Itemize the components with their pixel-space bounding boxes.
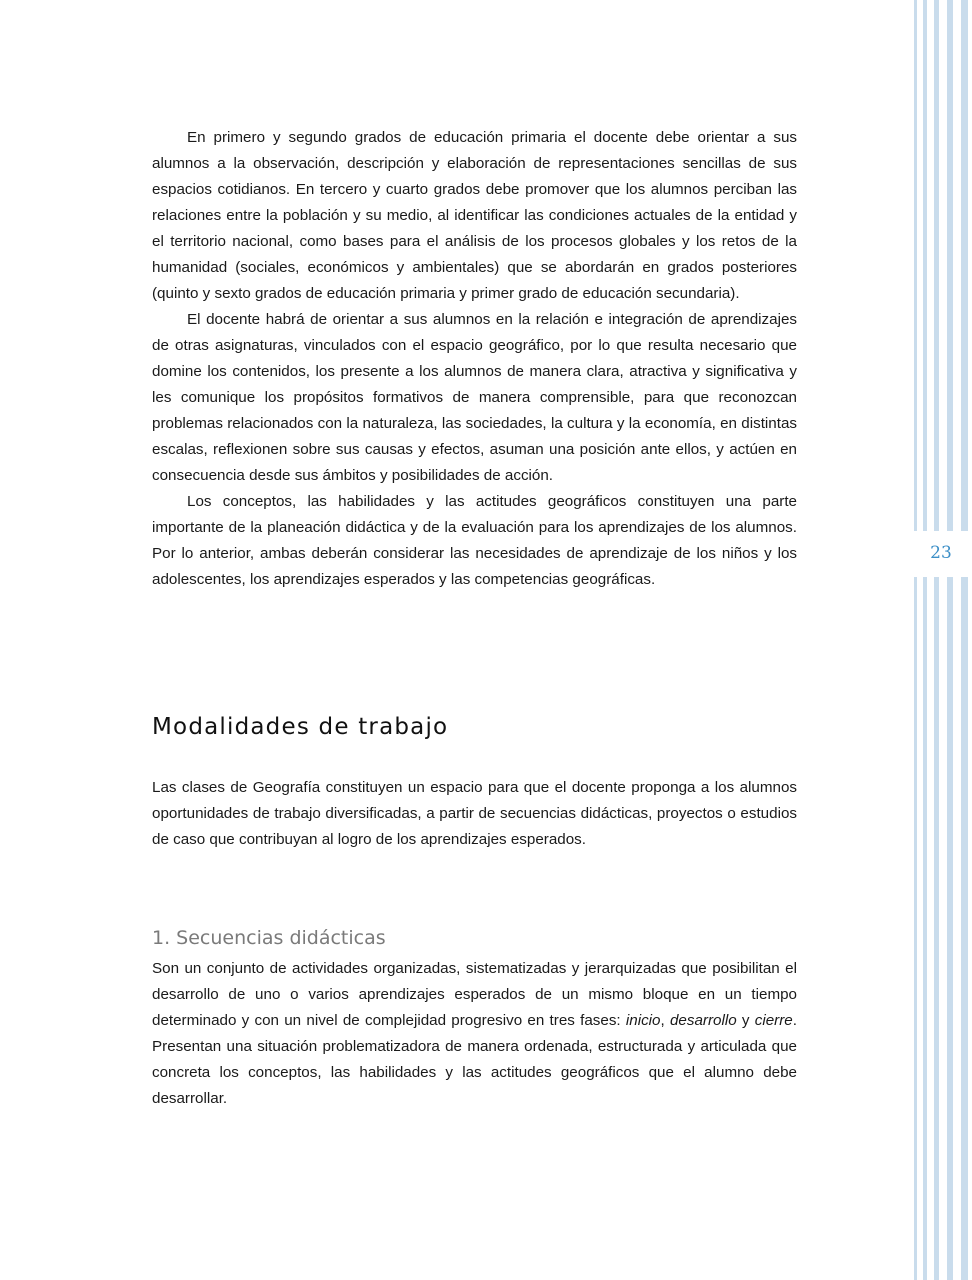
phase-cierre: cierre [754, 1012, 793, 1029]
stripe [947, 0, 953, 1280]
stripe [961, 0, 968, 1280]
secuencias-text-end: . Presentan una situación problematizadora de manera ordenada, estructurada y articulada que concreta los conceptos, las habilidades y las actitudes geográficos que el alumno debe desarrollar. [152, 1012, 797, 1107]
separator: y [736, 1012, 755, 1029]
page-number: 23 [930, 543, 952, 563]
modalidades-paragraph: Las clases de Geografía constituyen un espacio para que el docente proponga a los alumnos oportunidades de trabajo diversificadas, a partir de secuencias didácticas, proyectos o estudios de caso que contribuyan al logro de los aprendizajes esperados. [152, 779, 797, 848]
intro-section [152, 125, 797, 593]
secuencias-paragraph [152, 956, 797, 1112]
intro-paragraph-2: El docente habrá de orientar a sus alumnos en la relación e integración de aprendizajes de otras asignaturas, vinculados con el espacio geográfico, por lo que resulta necesario que domine los contenidos, los presente a los alumnos de manera clara, atractiva y significativa y les comunique los propósitos formativos de manera comprensible, para que reconozcan problemas relacionados con la naturaleza, las sociedades, la cultura y la economía, en distintas escalas, reflexionen sobre sus causas y efectos, asuman una posición ante ellos, y actúen en consecuencia desde sus ámbitos y posibilidades de acción. [152, 311, 797, 484]
intro-paragraph-3: Los conceptos, las habilidades y las actitudes geográficos constituyen una parte importante de la planeación didáctica y de la evaluación para los aprendizajes de los alumnos. Por lo anterior, ambas deberán considerar las necesidades de aprendizaje de los niños y los adolescentes, los aprendizajes esperados y las competencias geográficas. [152, 493, 797, 588]
stripe [923, 0, 927, 1280]
stripe [934, 0, 939, 1280]
page-edge-stripes [912, 0, 972, 1280]
secuencias-section [152, 956, 797, 1112]
section-title-modalidades: Modalidades de trabajo [152, 714, 449, 740]
secuencias-text-start: Son un conjunto de actividades organizadas, sistematizadas y jerarquizadas que posibilitan el desarrollo de uno o varios aprendizajes esperados de un mismo bloque en un tiempo determinado y con un nivel de complejidad progresivo en tres fases: [152, 960, 797, 1029]
subsection-title-secuencias: 1. Secuencias didácticas [152, 927, 386, 949]
modalidades-section [152, 775, 797, 853]
phase-desarrollo: desarrollo [669, 1012, 737, 1029]
separator: , [660, 1012, 670, 1029]
phase-inicio: inicio [625, 1012, 661, 1029]
intro-paragraph-1: En primero y segundo grados de educación primaria el docente debe orientar a sus alumnos a la observación, descripción y elaboración de representaciones sencillas de sus espacios cotidianos. En tercero y cuarto grados debe promover que los alumnos perciban las relaciones entre la población y su medio, al identificar las condiciones actuales de la entidad y el territorio nacional, como bases para el análisis de los procesos globales y los retos de la humanidad (sociales, económicos y ambientales) que se abordarán en grados posteriores (quinto y sexto grados de educación primaria y primer grado de educación secundaria). [152, 129, 797, 302]
stripe [914, 0, 917, 1280]
